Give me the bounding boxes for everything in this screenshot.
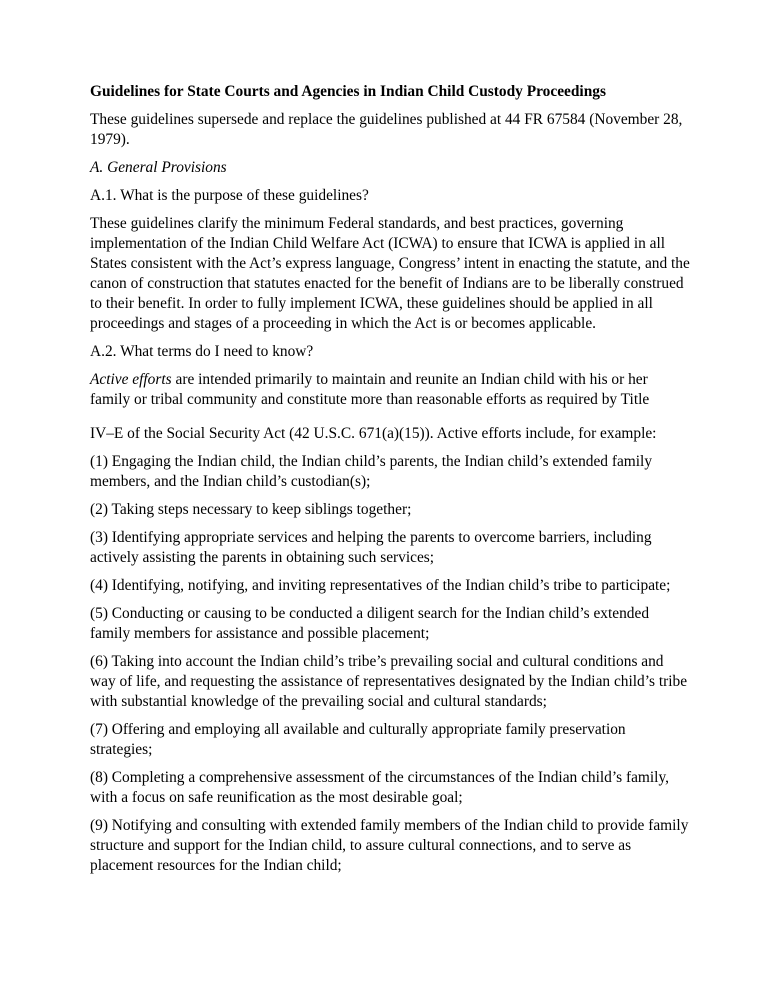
list-item: (4) Identifying, notifying, and inviting representatives of the Indian child’s tribe to participate; <box>90 577 671 594</box>
list-item: (2) Taking steps necessary to keep siblings together; <box>90 501 412 518</box>
active-efforts-term: Active efforts <box>90 371 172 388</box>
active-efforts-definition <box>90 370 690 410</box>
list-item: (9) Notifying and consulting with extended family members of the Indian child to provide family structure and support for the Indian child, to assure cultural connections, and to serve as placement resources for the Indian child; <box>90 817 689 874</box>
list-item: (6) Taking into account the Indian child’s tribe’s prevailing social and cultural conditions and way of life, and requesting the assistance of representatives designated by the Indian child’s tribe with substantial knowledge of the prevailing social and cultural standards; <box>90 653 688 710</box>
section-heading: A. General Provisions <box>90 159 227 176</box>
question-a1: A.1. What is the purpose of these guidelines? <box>90 187 369 204</box>
active-efforts-text: are intended primarily to maintain and reunite an Indian child with his or her family or tribal community and constitute more than reasonable efforts as required by Title <box>90 371 650 408</box>
document-title: Guidelines for State Courts and Agencies in Indian Child Custody Proceedings <box>90 83 606 100</box>
list-item: (7) Offering and employing all available and culturally appropriate family preservation strategies; <box>90 721 626 758</box>
answer-a1: These guidelines clarify the minimum Federal standards, and best practices, governing implementation of the Indian Child Welfare Act (ICWA) to ensure that ICWA is applied in all States consistent with the Act’s express language, Congress’ intent in enacting the statute, and the canon of construction that statutes enacted for the benefit of Indians are to be liberally construed to their benefit. In order to fully implement ICWA, these guidelines should be applied in all proceedings and stages of a proceeding in which the Act is or becomes applicable. <box>90 215 690 332</box>
list-item: (1) Engaging the Indian child, the Indian child’s parents, the Indian child’s extended family members, and the Indian child’s custodian(s); <box>90 453 653 490</box>
intro-paragraph: These guidelines supersede and replace the guidelines published at 44 FR 67584 (November 28, 1979). <box>90 111 683 148</box>
list-item: (8) Completing a comprehensive assessment of the circumstances of the Indian child’s family, with a focus on safe reunification as the most desirable goal; <box>90 769 669 806</box>
document-page <box>90 82 690 884</box>
active-efforts-continued: IV–E of the Social Security Act (42 U.S.C. 671(a)(15)). Active efforts include, for example: <box>90 425 657 442</box>
question-a2: A.2. What terms do I need to know? <box>90 343 314 360</box>
list-item: (5) Conducting or causing to be conducted a diligent search for the Indian child’s extended family members for assistance and possible placement; <box>90 605 650 642</box>
list-item: (3) Identifying appropriate services and helping the parents to overcome barriers, including actively assisting the parents in obtaining such services; <box>90 529 652 566</box>
